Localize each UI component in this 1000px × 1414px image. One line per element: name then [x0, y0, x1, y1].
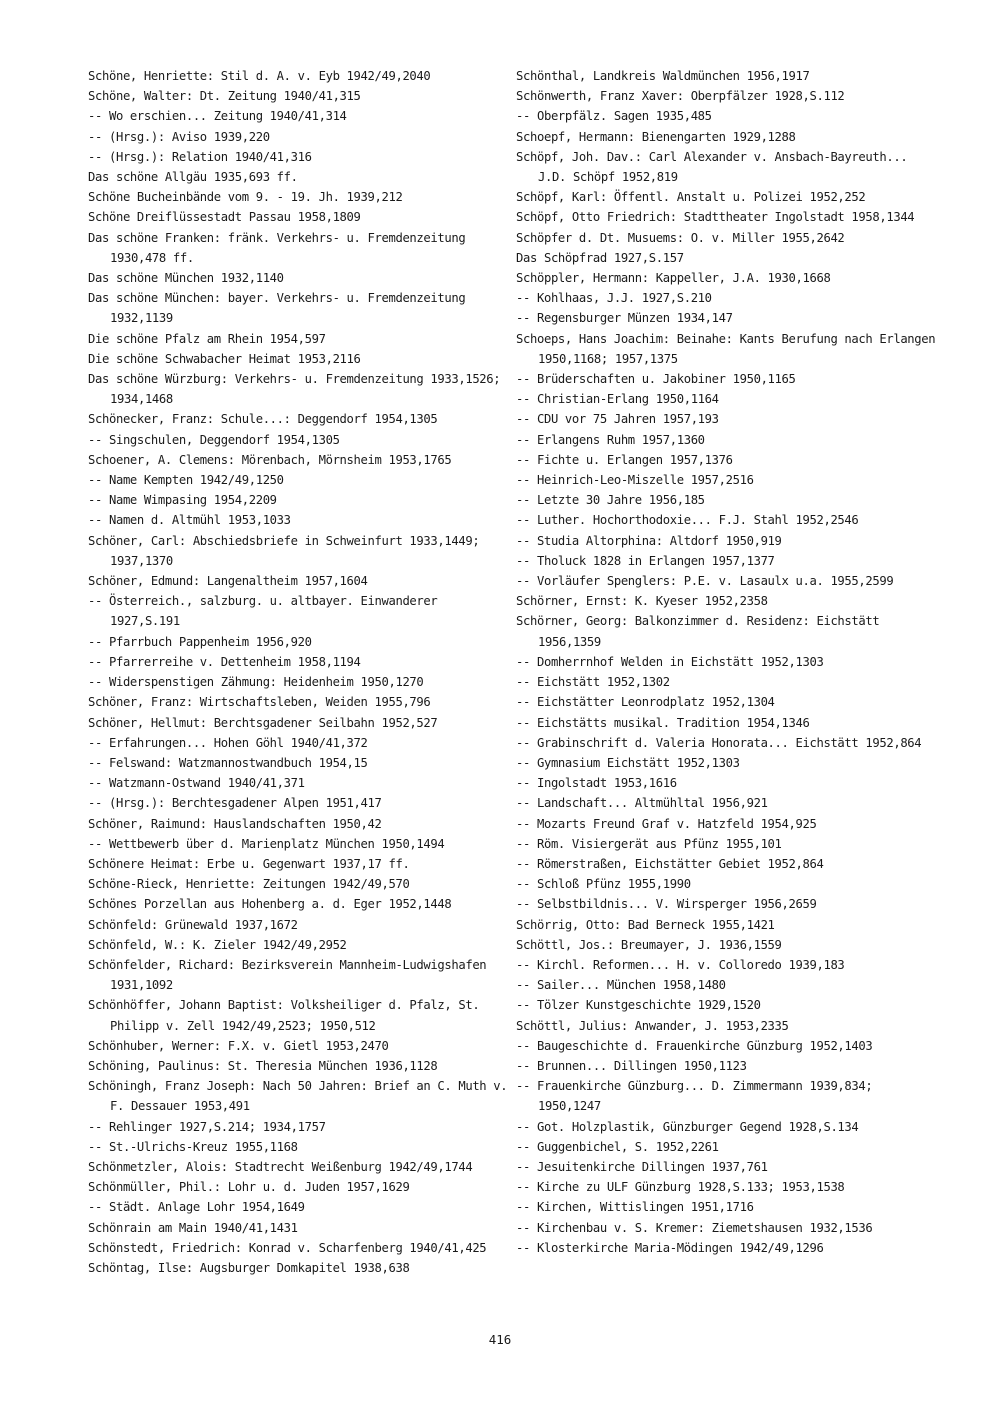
index-entry: -- Landschaft... Altmühltal 1956,921 [516, 796, 768, 811]
index-entry: -- Namen d. Altmühl 1953,1033 [88, 513, 291, 528]
index-entry: Schönrain am Main 1940/41,1431 [88, 1220, 298, 1235]
index-entry: -- Sailer... München 1958,1480 [516, 978, 726, 993]
index-entry: -- Grabinschrift d. Valeria Honorata... Eichstätt 1952,864 [516, 735, 922, 750]
index-entry: -- Kirchl. Reformen... H. v. Colloredo 1939,183 [516, 957, 845, 972]
index-entry: Schöttl, Julius: Anwander, J. 1953,2335 [516, 1018, 789, 1033]
index-entry: -- Baugeschichte d. Frauenkirche Günzburg 1952,1403 [516, 1038, 873, 1053]
index-entry: -- Erlangens Ruhm 1957,1360 [516, 432, 705, 447]
index-entry: Schönes Porzellan aus Hohenberg a. d. Eger 1952,1448 [88, 897, 452, 912]
index-entry: -- Vorläufer Spenglers: P.E. v. Lasaulx u.a. 1955,2599 [516, 574, 894, 589]
index-entry: -- Christian-Erlang 1950,1164 [516, 392, 719, 407]
index-entry: Schönthal, Landkreis Waldmünchen 1956,1917 [516, 69, 810, 83]
index-entry: Schönfeld: Grünewald 1937,1672 [88, 917, 298, 932]
index-entry: -- Jesuitenkirche Dillingen 1937,761 [516, 1159, 768, 1174]
index-entry: -- Singschulen, Deggendorf 1954,1305 [88, 432, 340, 447]
index-entry: -- Röm. Visiergerät aus Pfünz 1955,101 [516, 836, 782, 851]
index-entry: -- Ingolstadt 1953,1616 [516, 776, 677, 791]
index-entry: -- (Hrsg.): Relation 1940/41,316 [88, 149, 312, 164]
index-entry: -- Got. Holzplastik, Günzburger Gegend 1928,S.134 [516, 1119, 859, 1134]
index-entry: -- Fichte u. Erlangen 1957,1376 [516, 452, 733, 467]
index-entry: Das Schöpfrad 1927,S.157 [516, 250, 684, 265]
index-entry: -- Felswand: Watzmannostwandbuch 1954,15 [88, 755, 368, 770]
index-entry: -- Regensburger Münzen 1934,147 [516, 311, 733, 326]
index-entry: Schoeps, Hans Joachim: Beinahe: Kants Berufung nach Erlangen 1950,1168; 1957,1375 [516, 331, 936, 366]
index-entry: -- Erfahrungen... Hohen Göhl 1940/41,372 [88, 735, 368, 750]
index-entry: Schönere Heimat: Erbe u. Gegenwart 1937,17 ff. [88, 856, 410, 871]
index-entry: Schöne-Rieck, Henriette: Zeitungen 1942/49,570 [88, 877, 410, 892]
index-entry: -- Schloß Pfünz 1955,1990 [516, 877, 691, 892]
index-entry: Schöner, Hellmut: Berchtsgadener Seilbahn 1952,527 [88, 715, 438, 730]
index-entry: Schöner, Edmund: Langenaltheim 1957,1604 [88, 574, 368, 589]
index-entry: -- Eichstätt 1952,1302 [516, 675, 670, 690]
index-entry: Schöntag, Ilse: Augsburger Domkapitel 1938,638 [88, 1260, 410, 1275]
index-entry: Schörner, Georg: Balkonzimmer d. Residenz: Eichstätt 1956,1359 [516, 614, 880, 649]
index-entry: Schöpf, Otto Friedrich: Stadttheater Ingolstadt 1958,1344 [516, 210, 915, 225]
index-entry: Das schöne Franken: fränk. Verkehrs- u. Fremdenzeitung 1930,478 ff. [88, 230, 466, 265]
index-entry: Schoener, A. Clemens: Mörenbach, Mörnsheim 1953,1765 [88, 452, 452, 467]
index-entry: Schöne Bucheinbände vom 9. - 19. Jh. 1939,212 [88, 190, 403, 205]
index-entry: Schönwerth, Franz Xaver: Oberpfälzer 1928,S.112 [516, 89, 845, 104]
index-entry: -- St.-Ulrichs-Kreuz 1955,1168 [88, 1139, 298, 1154]
index-entry: -- Eichstätter Leonrodplatz 1952,1304 [516, 695, 775, 710]
index-entry: -- Rehlinger 1927,S.214; 1934,1757 [88, 1119, 326, 1134]
index-entry: -- Name Wimpasing 1954,2209 [88, 493, 277, 508]
index-entry: -- Tholuck 1828 in Erlangen 1957,1377 [516, 553, 775, 568]
index-entry: Schönfeld, W.: K. Zieler 1942/49,2952 [88, 937, 347, 952]
index-entry: Schörrig, Otto: Bad Berneck 1955,1421 [516, 917, 775, 932]
index-entry: Die schöne Schwabacher Heimat 1953,2116 [88, 351, 361, 366]
index-entry: Schöppler, Hermann: Kappeller, J.A. 1930,1668 [516, 271, 831, 286]
index-entry: Schöne Dreiflüssestadt Passau 1958,1809 [88, 210, 361, 225]
index-entry: Schönfelder, Richard: Bezirksverein Mannheim-Ludwigshafen 1931,1092 [88, 957, 487, 993]
index-entry: Das schöne München: bayer. Verkehrs- u. Fremdenzeitung 1932,1139 [88, 291, 466, 326]
index-entry: Die schöne Pfalz am Rhein 1954,597 [88, 331, 326, 346]
index-entry: -- Mozarts Freund Graf v. Hatzfeld 1954,925 [516, 816, 817, 831]
index-entry: -- Studia Altorphina: Altdorf 1950,919 [516, 533, 782, 548]
index-entry: Schöning, Paulinus: St. Theresia München 1936,1128 [88, 1058, 438, 1073]
index-entry: -- Oberpfälz. Sagen 1935,485 [516, 109, 712, 124]
index-entry: -- Österreich., salzburg. u. altbayer. Einwanderer 1927,S.191 [88, 594, 438, 629]
index-entry: -- Watzmann-Ostwand 1940/41,371 [88, 776, 305, 791]
index-entry: Schönmetzler, Alois: Stadtrecht Weißenburg 1942/49,1744 [88, 1159, 473, 1174]
index-entry: -- CDU vor 75 Jahren 1957,193 [516, 412, 719, 427]
index-entry: Das schöne Allgäu 1935,693 ff. [88, 170, 298, 185]
index-entry: -- Guggenbichel, S. 1952,2261 [516, 1139, 719, 1154]
index-entry: -- Tölzer Kunstgeschichte 1929,1520 [516, 998, 761, 1013]
index-entry: -- (Hrsg.): Berchtesgadener Alpen 1951,417 [88, 796, 382, 811]
index-entry: -- Kohlhaas, J.J. 1927,S.210 [516, 291, 712, 306]
index-entry: -- Kirchenbau v. S. Kremer: Ziemetshausen 1932,1536 [516, 1220, 873, 1235]
index-entry: -- Kirche zu ULF Günzburg 1928,S.133; 1953,1538 [516, 1180, 845, 1195]
index-entry: -- Eichstätts musikal. Tradition 1954,1346 [516, 715, 810, 730]
index-entry: -- Kirchen, Wittislingen 1951,1716 [516, 1200, 754, 1215]
index-entry: -- Städt. Anlage Lohr 1954,1649 [88, 1200, 305, 1215]
index-entry: Schöner, Carl: Abschiedsbriefe in Schweinfurt 1933,1449; 1937,1370 [88, 533, 480, 568]
index-entry: Schöne, Henriette: Stil d. A. v. Eyb 1942/49,2040 [88, 69, 431, 83]
page-number: 416 [488, 1332, 512, 1347]
index-entry: Schönhöffer, Johann Baptist: Volksheiliger d. Pfalz, St. Philipp v. Zell 1942/49,2523; 1950,512 [88, 998, 480, 1033]
index-entry: Das schöne Würzburg: Verkehrs- u. Fremdenzeitung 1933,1526; 1934,1468 [88, 372, 501, 407]
index-entry: -- Letzte 30 Jahre 1956,185 [516, 493, 705, 508]
index-entry: -- Selbstbildnis... V. Wirsperger 1956,2659 [516, 897, 817, 912]
index-entry: -- Brüderschaften u. Jakobiner 1950,1165 [516, 372, 796, 387]
index-entry: Schörner, Ernst: K. Kyeser 1952,2358 [516, 594, 768, 609]
index-entry: Schoepf, Hermann: Bienengarten 1929,1288 [516, 129, 796, 144]
index-entry: Schöttl, Jos.: Breumayer, J. 1936,1559 [516, 937, 782, 952]
index-entry: Schöpf, Karl: Öffentl. Anstalt u. Polizei 1952,252 [516, 190, 866, 205]
index-entry: Schönhuber, Werner: F.X. v. Gietl 1953,2470 [88, 1038, 389, 1053]
index-entry: -- (Hrsg.): Aviso 1939,220 [88, 129, 270, 144]
index-entry: -- Wettbewerb über d. Marienplatz München 1950,1494 [88, 836, 445, 851]
index-entry: -- Pfarrerreihe v. Dettenheim 1958,1194 [88, 654, 361, 669]
index-entry: Schöpf, Joh. Dav.: Carl Alexander v. Ansbach-Bayreuth... J.D. Schöpf 1952,819 [516, 149, 908, 185]
index-entry: Schöningh, Franz Joseph: Nach 50 Jahren: Brief an C. Muth v. F. Dessauer 1953,491 [88, 1079, 508, 1114]
index-entry: Schöne, Walter: Dt. Zeitung 1940/41,315 [88, 89, 361, 104]
index-entry: -- Domherrnhof Welden in Eichstätt 1952,1303 [516, 654, 824, 669]
index-entry: -- Pfarrbuch Pappenheim 1956,920 [88, 634, 312, 649]
index-entry: -- Heinrich-Leo-Miszelle 1957,2516 [516, 473, 754, 488]
index-column-left [88, 66, 508, 1278]
index-entry: Schönmüller, Phil.: Lohr u. d. Juden 1957,1629 [88, 1180, 410, 1195]
index-entry: -- Name Kempten 1942/49,1250 [88, 473, 284, 488]
index-entry: -- Römerstraßen, Eichstätter Gebiet 1952,864 [516, 856, 824, 871]
index-entry: Das schöne München 1932,1140 [88, 271, 284, 286]
index-entry: Schöner, Franz: Wirtschaftsleben, Weiden 1955,796 [88, 695, 431, 710]
index-entry: Schönecker, Franz: Schule...: Deggendorf 1954,1305 [88, 412, 438, 427]
index-entry: -- Klosterkirche Maria-Mödingen 1942/49,1296 [516, 1240, 824, 1255]
index-entry: -- Luther. Hochorthodoxie... F.J. Stahl 1952,2546 [516, 513, 859, 528]
index-entry: Schönstedt, Friedrich: Konrad v. Scharfenberg 1940/41,425 [88, 1240, 487, 1255]
index-entry: Schöpfer d. Dt. Musuems: O. v. Miller 1955,2642 [516, 230, 845, 245]
index-entry: -- Widerspenstigen Zähmung: Heidenheim 1950,1270 [88, 675, 424, 690]
index-entry: -- Brunnen... Dillingen 1950,1123 [516, 1058, 747, 1073]
index-column-right [516, 66, 936, 1258]
index-entry: -- Frauenkirche Günzburg... D. Zimmermann 1939,834; 1950,1247 [516, 1079, 873, 1114]
index-entry: Schöner, Raimund: Hauslandschaften 1950,42 [88, 816, 382, 831]
index-entry: -- Gymnasium Eichstätt 1952,1303 [516, 755, 740, 770]
index-entry: -- Wo erschien... Zeitung 1940/41,314 [88, 109, 347, 124]
